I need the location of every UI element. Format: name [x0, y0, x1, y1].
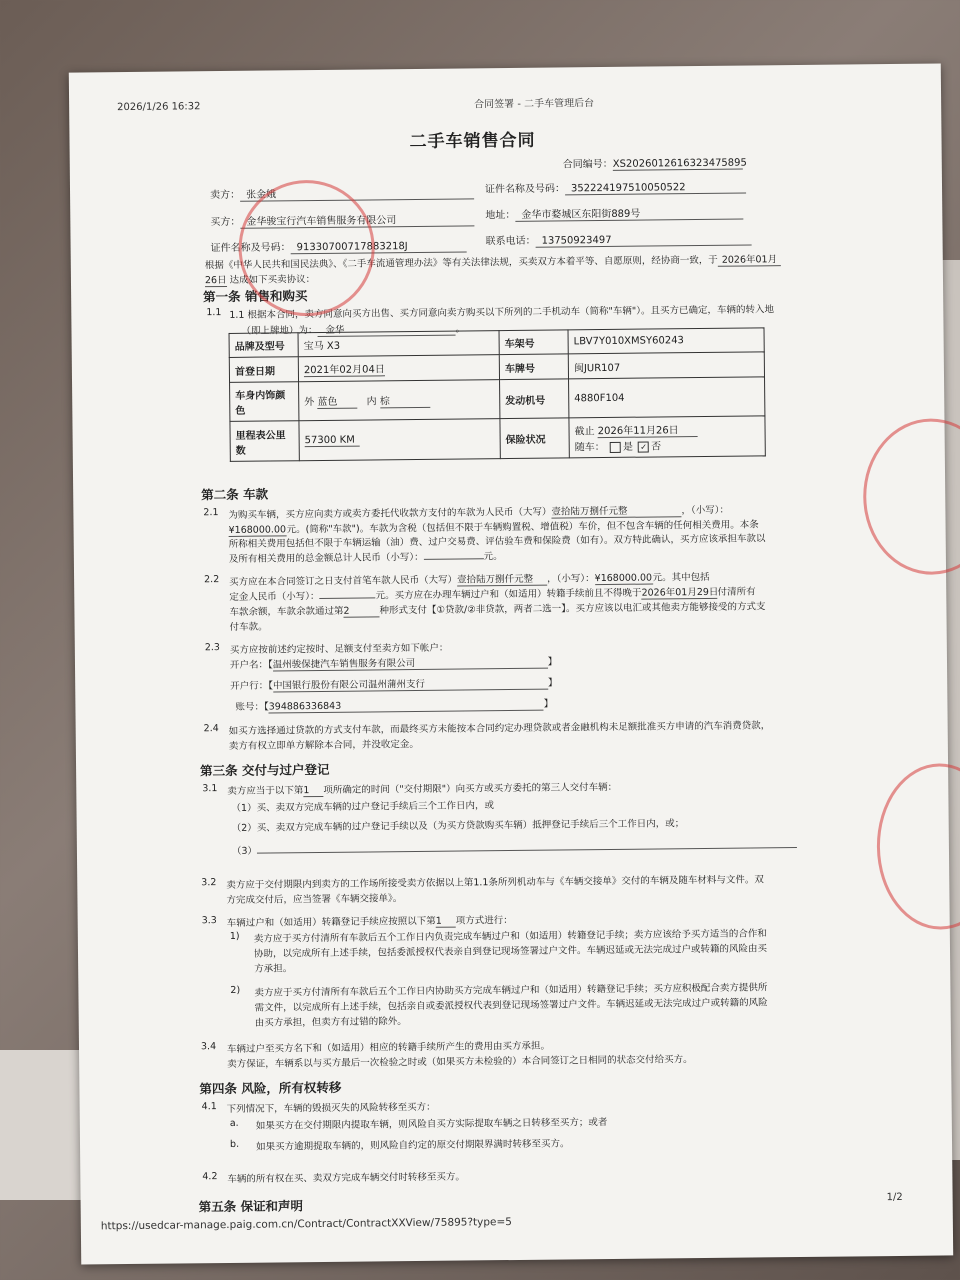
- seller-name: 张金娥: [240, 183, 474, 201]
- color-cell: [299, 380, 500, 421]
- vehicle-table: [229, 327, 766, 462]
- bracket-close: 】: [547, 677, 558, 689]
- print-url: https://usedcar-manage.paig.com.cn/Contract/ContractXXView/75895?type=5: [100, 1216, 513, 1233]
- c21-l1a: 为购买车辆，买方应向卖方或卖方委托代收款方支付的车款为人民币（大写）: [228, 506, 552, 521]
- clause-3-2-line1: 卖方应于交付期限内到卖方的工作场所接受卖方依据以上第1.1条所列机动车与《车辆交接单》交付的车辆及随车材料与文件。双: [226, 874, 764, 891]
- buyer-label: 买方：: [210, 216, 241, 229]
- clause-3-1-option1: （1）买、卖双方完成车辆的过户登记手续后三个工作日内，或: [231, 800, 495, 814]
- clause-1-1-text: 1.1 根据本合同，卖方同意向买方出售、买方同意向卖方购买以下所列的二手机动车（简称"车辆"）。且买方已确定，车辆的转入地: [229, 304, 774, 321]
- c22-deadline: 2026年01月29日: [641, 584, 717, 600]
- account-number: 394886336843: [269, 699, 544, 714]
- color-label: 车身内饰颜色: [230, 382, 299, 422]
- article-3-title: 第三条 交付与过户登记: [200, 761, 330, 779]
- c41-b-num: b.: [229, 1138, 240, 1150]
- vin-value: LBV7Y010XMSY60243: [568, 328, 764, 354]
- c33-p2-line1: 卖方应于买方付清所有车款后五个工作日内协助买方完成车辆过户和（如适用）转籍登记手续；买方应积极配合卖方提供所: [254, 982, 768, 999]
- article-4-title: 第四条 风险，所有权转移: [199, 1079, 342, 1097]
- ext-color: 蓝色: [317, 393, 357, 409]
- print-datetime: 2026/1/26 16:32: [117, 101, 201, 114]
- mileage-label: 里程表公里数: [230, 421, 299, 462]
- c22-l3a: 车款余额，车款余款通过第: [229, 605, 344, 618]
- seller-id-label: 证件名称及号码：: [484, 183, 566, 196]
- insurance-until-prefix: 截止: [574, 426, 595, 438]
- c33-l1a: 车辆过户和（如适用）转籍登记手续应按照以下第: [226, 915, 436, 929]
- bracket-close: 】: [543, 698, 554, 710]
- brand-label: 品牌及型号: [229, 333, 298, 358]
- article-1-title: 第一条 销售和购买: [203, 288, 308, 305]
- clause-2-1-line4: [229, 548, 503, 565]
- c33-p2-num: 2): [230, 984, 241, 996]
- buyer-id: 91330700717883218J: [291, 240, 467, 254]
- first-reg-cell: [298, 355, 499, 382]
- desk-background: [0, 1050, 90, 1200]
- clause-1-1-place: 金华: [317, 321, 455, 337]
- clause-3-2-num: 3.2: [201, 877, 217, 889]
- buyer-id-label: 证件名称及号码：: [210, 242, 291, 255]
- contract-title: 二手车销售合同: [409, 130, 536, 153]
- first-reg-value: 2021年02月04日: [304, 360, 385, 377]
- insurance-until-row: [574, 420, 759, 438]
- clause-3-3-num: 3.3: [201, 915, 217, 927]
- c21-amount-words: 壹拾陆万捌仟元整: [551, 502, 681, 518]
- c22-l2b: 元。买方应在办理车辆过户和（如适用）转籍手续前且不得晚于: [375, 587, 642, 602]
- print-page-number: 1/2: [886, 1191, 903, 1204]
- c33-p1-line3: 方承担。: [254, 963, 293, 975]
- c22-l3b: 种形式支付【①贷款/②非贷款，两者二选一】。买方应该以电汇或其他卖方能够接受的方式支: [379, 601, 766, 617]
- c22-l1c: 元。其中包括: [652, 571, 710, 584]
- phone-row: [485, 229, 751, 248]
- print-page-title: 合同签署 - 二手车管理后台: [474, 98, 595, 111]
- buyer-name: 金华骏宝行汽车销售服务有限公司: [240, 210, 474, 228]
- preamble-date: 2026年01月: [718, 251, 781, 267]
- engine-value: 4880F104: [569, 377, 765, 418]
- with-car-label: 随车：: [574, 442, 605, 454]
- c41-a-text: 如果买方在交付期限内提取车辆，则风险自买方实际提取车辆之日转移至买方；或者: [255, 1117, 608, 1132]
- int-prefix: 内: [366, 396, 377, 408]
- account-number-row: [235, 696, 553, 714]
- yes-label: 是: [622, 441, 633, 453]
- contract-number: XS20260126163234758​95: [612, 157, 747, 170]
- c22-l2a: 定金人民币（小写）：: [229, 591, 320, 603]
- c22-l2c: 付清所有: [717, 586, 756, 598]
- address: 金华市婺城区东阳街889号: [515, 204, 743, 222]
- company-seal-icon: [238, 179, 375, 316]
- c21-l4a: 及所有相关费用的总金额总计人民币（小写）：: [228, 551, 424, 565]
- clause-2-4-line1: 如买方选择通过贷款的方式支付车款，而最终买方未能按本合同约定办理贷款或者金融机构未足额批准买方申请的汽车消费贷款，: [228, 720, 771, 737]
- account-bank-label: 开户行：【: [230, 680, 274, 692]
- clause-3-4-num: 3.4: [200, 1041, 217, 1053]
- address-row: [485, 204, 743, 223]
- clause-2-1-line3: 所称相关费用包括但不限于车辆运输（油）费、过户交易费、评估验车费和保险费（如有）。双方特此确认，买方应该承担车款以: [228, 533, 766, 550]
- clause-3-2-line2: 方完成交付后，应当签署《车辆交接单》。: [226, 893, 403, 906]
- account-name-label: 开户名：【: [229, 659, 273, 671]
- clause-3-4-line1: 车辆过户至买方名下和（如适用）相应的转籍手续所产生的费用由买方承担。: [226, 1040, 551, 1055]
- c22-amount: ¥168000.00: [594, 572, 653, 585]
- clause-1-1-place-label: （即上牌地）为：: [241, 325, 318, 337]
- clause-1-1-num: 1.1: [206, 307, 222, 319]
- clause-2-1-num: 2.1: [203, 507, 219, 519]
- clause-2-4-line2: 卖方有权立即单方解除本合同，并没收定金。: [228, 738, 419, 752]
- c33-p2-line2: 需文件，以完成所有上述手续，包括亲自或委派授权代表到登记现场签署过户文件。车辆迟延或无法完成过户或转籍的风险: [254, 997, 768, 1014]
- clause-4-2-num: 4.2: [202, 1171, 218, 1183]
- bracket-close: 】: [547, 656, 558, 668]
- mileage-value: 57300 KM: [305, 434, 360, 447]
- insurance-label: 保险状况: [500, 418, 569, 459]
- preamble-day: 26日: [205, 272, 227, 287]
- table-row: [230, 377, 765, 422]
- contract-page: [69, 63, 953, 1264]
- clause-2-3-num: 2.3: [204, 642, 220, 654]
- c33-p1-line2: 协助，以完成所有上述手续，包括委派授权代表亲自到登记现场签署过户文件。车辆迟延或无法完成过户或转籍的风险由买: [253, 943, 768, 960]
- article-5-title: 第五条 保证和声明: [198, 1198, 304, 1215]
- with-car-row: [575, 436, 760, 453]
- clause-4-2-text: 车辆的所有权在买、卖双方完成车辆交付时转移至买方。: [227, 1171, 465, 1185]
- plate-label: 车牌号: [499, 354, 568, 380]
- no-label: 否: [651, 441, 662, 453]
- clause-2-3-line1: 买方应按前述约定按时、足额支付至卖方如下帐户：: [229, 642, 449, 656]
- c21-l4b: 元。: [483, 551, 503, 563]
- c33-l1b: 项方式进行：: [455, 914, 513, 927]
- account-bank-row: [230, 675, 557, 693]
- clause-4-1-num: 4.1: [201, 1101, 217, 1113]
- company-seal-icon: [876, 763, 960, 930]
- table-row: [230, 416, 765, 462]
- clause-3-1-line1: [227, 779, 617, 798]
- account-bank: 中国银行股份有限公司温州蒲州支行: [273, 675, 548, 693]
- account-name-row: [230, 654, 557, 672]
- vin-label: 车架号: [499, 330, 568, 355]
- brand-value: 宝马 X3: [298, 331, 499, 357]
- clause-2-2-line4: 付车款。: [229, 621, 268, 633]
- c31-o3: （3）: [231, 845, 258, 857]
- clause-3-1-option3: [232, 837, 797, 857]
- int-color: 棕: [380, 392, 430, 409]
- c22-l1a: 买方应在本合同签订之日支付首笔车款人民币（大写）: [229, 574, 458, 588]
- clause-1-1-place-row: （即上牌地）为： 金华 。: [241, 320, 465, 337]
- preamble-text: 根据《中华人民共和国民法典》、《二手车流通管理办法》等有关法律法规，买卖双方本着平等、自愿原则，经协商一致，于: [204, 254, 718, 272]
- seller-id-row: [485, 178, 746, 197]
- clause-4-1-line1: 下列情况下，车辆的毁损灭失的风险转移至买方：: [226, 1101, 436, 1116]
- mileage-cell: [299, 419, 500, 461]
- c22-l1b: ，（小写）：: [547, 573, 595, 585]
- clause-3-3-line1: [227, 912, 513, 930]
- c31-option: 1: [303, 785, 323, 797]
- first-reg-label: 首登日期: [229, 357, 298, 383]
- c33-p2-line3: 由买方承担，但卖方有过错的除外。: [254, 1016, 407, 1029]
- address-label: 地址：: [485, 209, 516, 222]
- account-name: 温州骏保捷汽车销售服务有限公司: [273, 654, 548, 672]
- clause-3-1-option2: （2）买、卖双方完成车辆的过户登记手续以及（为买方贷款购买车辆）抵押登记手续后三个工作日内，或；: [231, 818, 685, 834]
- c21-amount: ¥168000.00: [228, 524, 287, 536]
- plate-value: 闽JUR107: [568, 352, 764, 379]
- contract-number-row: [562, 154, 747, 172]
- no-checkbox[interactable]: ✓: [638, 441, 649, 452]
- insurance-cell: [569, 416, 765, 458]
- account-number-label: 账号：【: [235, 701, 269, 713]
- contract-number-label: 合同编号：: [562, 158, 613, 171]
- seller-id: 352224197510050522: [565, 182, 746, 196]
- c31-l1b: 项所确定的时间（"交付期限"）向买方或买方委托的第三人交付车辆：: [323, 781, 618, 796]
- insurance-until: 2026年11月26日: [598, 421, 698, 438]
- c21-l2b: 元。(简称"车款")。车款为含税（包括但不限于车辆购置税、增值税）车价，但不包含车辆的任何相关费用。本条: [286, 519, 759, 536]
- c33-option: 1: [436, 916, 456, 928]
- company-seal-icon: [862, 418, 960, 575]
- c22-payment-way: 2: [343, 605, 379, 617]
- c33-p1-num: 1): [229, 930, 240, 942]
- yes-checkbox[interactable]: [610, 441, 621, 452]
- c41-b-text: 如果买方逾期提取车辆的，则风险自约定的原交付期限界满时转移至买方。: [255, 1138, 570, 1153]
- c33-p1-line1: 卖方应于买方付清所有车款后五个工作日内负责完成车辆过户和（如适用）转籍登记手续；卖方应该给予买方适当的合作和: [253, 928, 767, 945]
- clause-2-2-num: 2.2: [204, 574, 220, 586]
- ext-prefix: 外: [304, 397, 315, 409]
- phone-label: 联系电话：: [485, 235, 536, 248]
- clause-3-1-num: 3.1: [202, 783, 218, 795]
- c41-a-num: a.: [229, 1117, 239, 1129]
- c31-l1a: 卖方应当于以下第: [227, 785, 304, 797]
- phone: 13750923497: [536, 233, 752, 247]
- c21-l1b: ，（小写）：: [681, 504, 729, 517]
- preamble-rest: 达成如下买卖协议：: [229, 274, 316, 286]
- c22-amount-words: 壹拾陆万捌仟元整: [457, 571, 547, 587]
- seller-label: 卖方：: [210, 189, 241, 202]
- engine-label: 发动机号: [500, 379, 569, 419]
- article-2-title: 第二条 车款: [201, 486, 269, 503]
- clause-2-4-num: 2.4: [203, 723, 219, 735]
- clause-3-4-line2: 卖方保证，车辆系以与买方最后一次检验之时或（如果买方未检验的）本合同签订之日相同的状态交付给买方。: [227, 1054, 693, 1070]
